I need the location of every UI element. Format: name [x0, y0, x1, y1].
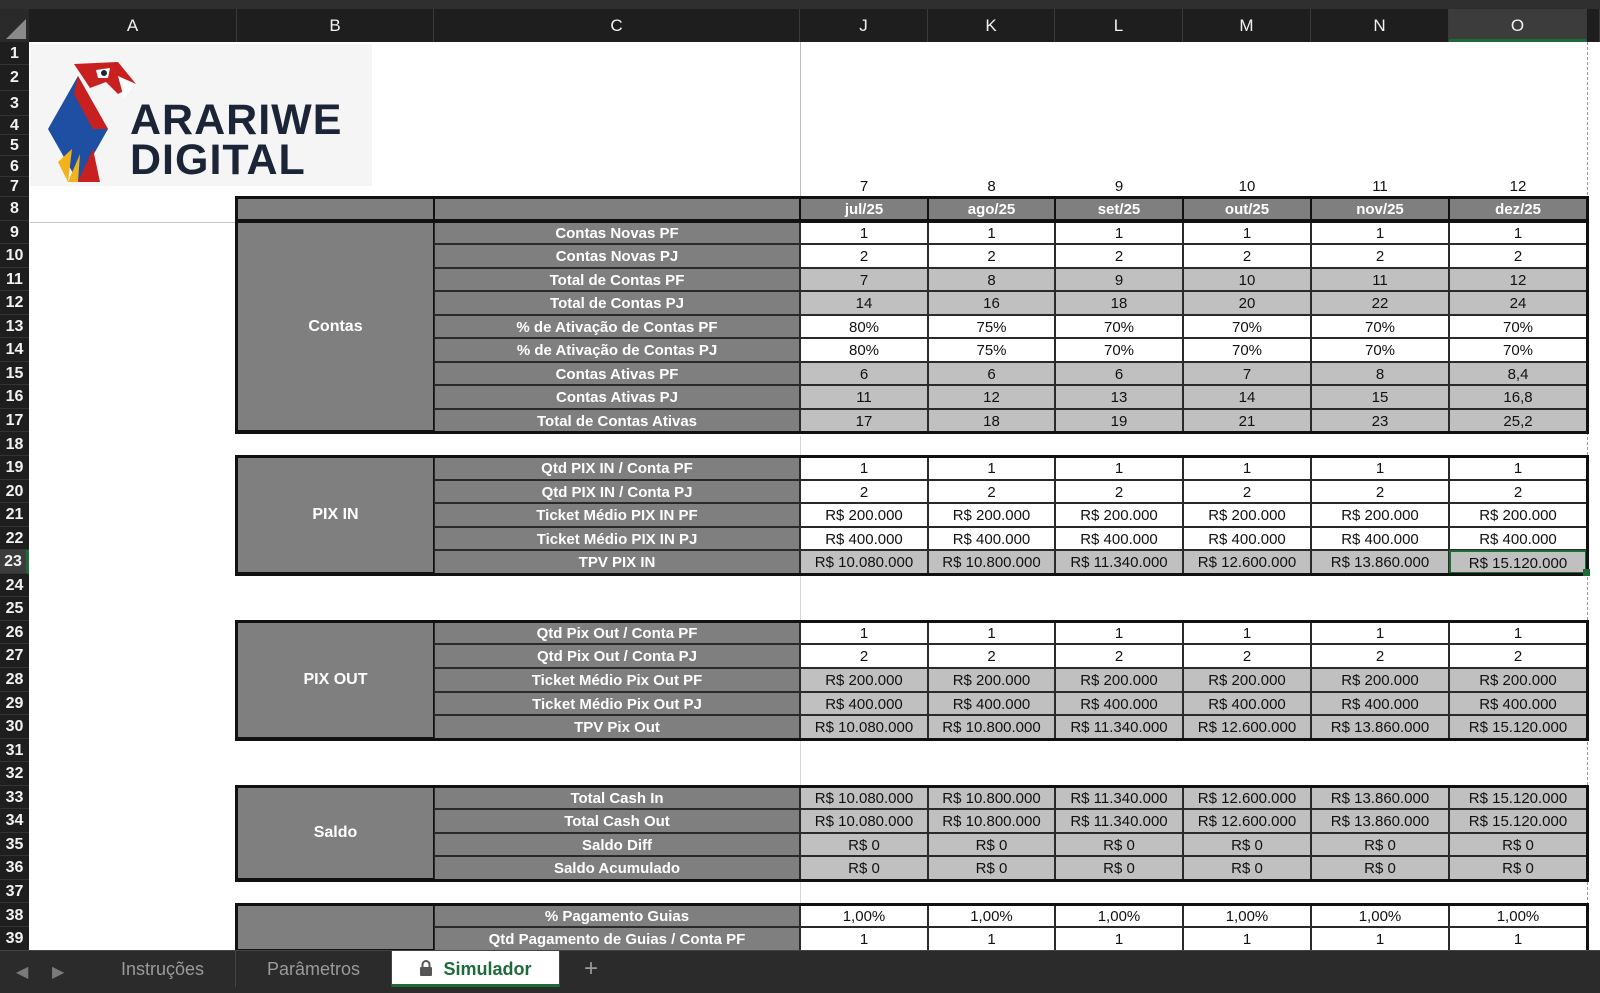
lock-icon: [419, 952, 433, 988]
header-blank-b[interactable]: [237, 197, 434, 221]
value-cell[interactable]: 1: [1311, 456, 1449, 480]
value-cell[interactable]: R$ 0: [1449, 833, 1587, 857]
value-cell[interactable]: 2: [1183, 480, 1311, 504]
row-header-36[interactable]: 36: [0, 856, 29, 880]
row-label-cell[interactable]: Contas Novas PF: [434, 221, 800, 245]
row-label-cell[interactable]: Saldo Diff: [434, 833, 800, 857]
value-cell[interactable]: R$ 10.080.000: [800, 809, 928, 833]
month-header-cell[interactable]: dez/25: [1449, 197, 1587, 221]
value-cell[interactable]: 18: [1055, 291, 1183, 315]
row-header-28[interactable]: 28: [0, 668, 29, 692]
value-cell[interactable]: R$ 200.000: [1183, 503, 1311, 527]
value-cell[interactable]: R$ 200.000: [800, 668, 928, 692]
value-cell[interactable]: R$ 400.000: [800, 692, 928, 716]
page-break-line: [1587, 42, 1588, 950]
value-cell[interactable]: 17: [800, 409, 928, 433]
value-cell[interactable]: 70%: [1449, 315, 1587, 339]
column-header-a[interactable]: A: [29, 9, 237, 42]
value-cell[interactable]: 1,00%: [1449, 904, 1587, 928]
row-header-38[interactable]: 38: [0, 904, 29, 928]
value-cell[interactable]: 18: [928, 409, 1055, 433]
row-header-11[interactable]: 11: [0, 268, 29, 292]
value-cell[interactable]: R$ 10.080.000: [800, 550, 928, 574]
selected-cell[interactable]: R$ 15.120.000: [1449, 550, 1587, 574]
logo-line-2: DIGITAL: [130, 136, 306, 184]
row-header-34[interactable]: 34: [0, 809, 29, 833]
row-header-13[interactable]: 13: [0, 315, 29, 339]
value-cell[interactable]: R$ 10.080.000: [800, 715, 928, 739]
column-header-b[interactable]: B: [237, 9, 434, 42]
row-label-cell[interactable]: Contas Ativas PJ: [434, 385, 800, 409]
row-header-35[interactable]: 35: [0, 833, 29, 857]
row-label-cell[interactable]: % de Ativação de Contas PF: [434, 315, 800, 339]
value-cell[interactable]: 8: [928, 268, 1055, 292]
tab-simulador[interactable]: [392, 951, 560, 987]
value-cell[interactable]: R$ 12.600.000: [1183, 550, 1311, 574]
tab-instrucoes[interactable]: Instruções: [90, 951, 236, 987]
value-cell[interactable]: 2: [1449, 480, 1587, 504]
section-label-blank[interactable]: [235, 903, 436, 952]
value-cell[interactable]: R$ 0: [928, 856, 1055, 880]
value-cell[interactable]: 1: [1449, 221, 1587, 245]
row-label-cell[interactable]: Total de Contas PF: [434, 268, 800, 292]
row-header-37[interactable]: 37: [0, 880, 29, 904]
value-cell[interactable]: R$ 11.340.000: [1055, 550, 1183, 574]
value-cell[interactable]: 2: [800, 244, 928, 268]
value-cell[interactable]: R$ 400.000: [1183, 692, 1311, 716]
row-label-cell[interactable]: Qtd Pagamento de Guias / Conta PF: [434, 927, 800, 951]
month-header-cell[interactable]: jul/25: [800, 197, 928, 221]
column-header-o[interactable]: O: [1449, 9, 1587, 42]
value-cell[interactable]: R$ 200.000: [1183, 668, 1311, 692]
value-cell[interactable]: 14: [1183, 385, 1311, 409]
row-header-26[interactable]: 26: [0, 621, 29, 645]
period-number-cell[interactable]: 11: [1372, 178, 1388, 195]
value-cell[interactable]: 19: [1055, 409, 1183, 433]
row-header-21[interactable]: 21: [0, 503, 29, 527]
value-cell[interactable]: 70%: [1055, 338, 1183, 362]
row-header-1[interactable]: 1: [0, 42, 29, 65]
value-cell[interactable]: R$ 12.600.000: [1183, 786, 1311, 810]
value-cell[interactable]: 7: [1183, 362, 1311, 386]
period-number-cell[interactable]: 8: [987, 178, 996, 195]
value-cell[interactable]: 1: [928, 927, 1055, 951]
row-header-3[interactable]: 3: [0, 91, 29, 116]
value-cell[interactable]: R$ 200.000: [928, 668, 1055, 692]
row-header-14[interactable]: 14: [0, 338, 29, 362]
value-cell[interactable]: 2: [800, 644, 928, 668]
value-cell[interactable]: R$ 15.120.000: [1449, 786, 1587, 810]
period-number-cell[interactable]: 7: [859, 178, 869, 195]
sheet-tab-bar: [0, 950, 1600, 993]
row-label-cell[interactable]: Total de Contas Ativas: [434, 409, 800, 433]
row-label-cell[interactable]: Contas Novas PJ: [434, 244, 800, 268]
row-header-17[interactable]: 17: [0, 409, 29, 433]
value-cell[interactable]: R$ 15.120.000: [1449, 715, 1587, 739]
value-cell[interactable]: 21: [1183, 409, 1311, 433]
value-cell[interactable]: R$ 400.000: [1311, 527, 1449, 551]
column-headers: [0, 9, 1600, 42]
section-label-pix-in[interactable]: PIX IN: [235, 455, 436, 575]
column-header-l[interactable]: L: [1055, 9, 1183, 42]
value-cell[interactable]: 20: [1183, 291, 1311, 315]
value-cell[interactable]: R$ 0: [1055, 833, 1183, 857]
row-header-7[interactable]: 7: [0, 177, 29, 197]
row-header-24[interactable]: 24: [0, 574, 29, 598]
value-cell[interactable]: 13: [1055, 385, 1183, 409]
value-cell[interactable]: R$ 10.800.000: [928, 786, 1055, 810]
column-header-k[interactable]: K: [928, 9, 1055, 42]
row-header-10[interactable]: 10: [0, 244, 29, 268]
value-cell[interactable]: R$ 15.120.000: [1449, 809, 1587, 833]
row-header-20[interactable]: 20: [0, 480, 29, 504]
value-cell[interactable]: R$ 10.800.000: [928, 809, 1055, 833]
value-cell[interactable]: 6: [928, 362, 1055, 386]
value-cell[interactable]: R$ 0: [1183, 856, 1311, 880]
value-cell[interactable]: 6: [800, 362, 928, 386]
value-cell[interactable]: 1: [1449, 456, 1587, 480]
value-cell[interactable]: 1,00%: [1183, 904, 1311, 928]
value-cell[interactable]: 22: [1311, 291, 1449, 315]
row-header-18[interactable]: 18: [0, 433, 29, 457]
value-cell[interactable]: 7: [800, 268, 928, 292]
value-cell[interactable]: R$ 400.000: [1449, 692, 1587, 716]
value-cell[interactable]: R$ 400.000: [928, 692, 1055, 716]
value-cell[interactable]: R$ 11.340.000: [1055, 715, 1183, 739]
row-header-4[interactable]: 4: [0, 116, 29, 135]
value-cell[interactable]: 2: [1311, 480, 1449, 504]
window-top-bar: [0, 0, 1600, 9]
value-cell[interactable]: R$ 10.800.000: [928, 550, 1055, 574]
value-cell[interactable]: 1: [928, 221, 1055, 245]
fill-handle[interactable]: [1583, 569, 1590, 576]
value-cell[interactable]: R$ 0: [1183, 833, 1311, 857]
value-cell[interactable]: R$ 400.000: [928, 527, 1055, 551]
value-cell[interactable]: R$ 12.600.000: [1183, 809, 1311, 833]
value-cell[interactable]: 1: [1183, 456, 1311, 480]
value-cell[interactable]: 12: [928, 385, 1055, 409]
row-header-2[interactable]: 2: [0, 65, 29, 91]
value-cell[interactable]: R$ 400.000: [1183, 527, 1311, 551]
value-cell[interactable]: 1,00%: [928, 904, 1055, 928]
value-cell[interactable]: R$ 12.600.000: [1183, 715, 1311, 739]
value-cell[interactable]: R$ 200.000: [800, 503, 928, 527]
row-headers: [0, 42, 29, 950]
value-cell[interactable]: 2: [1449, 644, 1587, 668]
row-label-cell[interactable]: Ticket Médio PIX IN PJ: [434, 527, 800, 551]
value-cell[interactable]: 1: [1055, 927, 1183, 951]
row-label-cell[interactable]: Contas Ativas PF: [434, 362, 800, 386]
value-cell[interactable]: 1: [800, 621, 928, 645]
value-cell[interactable]: R$ 0: [800, 856, 928, 880]
add-sheet-button[interactable]: +: [583, 955, 598, 982]
row-label-cell[interactable]: Total de Contas PJ: [434, 291, 800, 315]
row-header-39[interactable]: 39: [0, 927, 29, 950]
value-cell[interactable]: R$ 0: [1449, 856, 1587, 880]
value-cell[interactable]: 1,00%: [1311, 904, 1449, 928]
value-cell[interactable]: 1: [928, 456, 1055, 480]
row-header-9[interactable]: 9: [0, 221, 29, 245]
month-header-cell[interactable]: out/25: [1183, 197, 1311, 221]
value-cell[interactable]: R$ 400.000: [1449, 527, 1587, 551]
value-cell[interactable]: R$ 200.000: [1055, 668, 1183, 692]
value-cell[interactable]: 1: [1449, 621, 1587, 645]
value-cell[interactable]: 11: [1311, 268, 1449, 292]
value-cell[interactable]: 1,00%: [800, 904, 928, 928]
value-cell[interactable]: 2: [928, 480, 1055, 504]
tab-simulador-label: Simulador: [443, 959, 532, 979]
value-cell[interactable]: R$ 10.080.000: [800, 786, 928, 810]
value-cell[interactable]: 1,00%: [1055, 904, 1183, 928]
value-cell[interactable]: 23: [1311, 409, 1449, 433]
value-cell[interactable]: R$ 0: [1311, 833, 1449, 857]
value-cell[interactable]: 1: [1055, 221, 1183, 245]
row-header-29[interactable]: 29: [0, 692, 29, 716]
value-cell[interactable]: 1: [928, 621, 1055, 645]
row-label-cell[interactable]: % de Ativação de Contas PJ: [434, 338, 800, 362]
value-cell[interactable]: 1: [1055, 456, 1183, 480]
value-cell[interactable]: 1: [1055, 621, 1183, 645]
section-label-contas[interactable]: Contas: [235, 220, 436, 434]
month-header-cell[interactable]: nov/25: [1311, 197, 1449, 221]
value-cell[interactable]: R$ 200.000: [1055, 503, 1183, 527]
value-cell[interactable]: 70%: [1311, 315, 1449, 339]
row-label-cell[interactable]: Qtd PIX IN / Conta PJ: [434, 480, 800, 504]
row-label-cell[interactable]: Qtd PIX IN / Conta PF: [434, 456, 800, 480]
period-number-cell[interactable]: 10: [1238, 178, 1256, 195]
value-cell[interactable]: 1: [1311, 221, 1449, 245]
column-header-overflow: [1587, 9, 1600, 42]
row-label-cell[interactable]: Ticket Médio PIX IN PF: [434, 503, 800, 527]
section-label-pix-out[interactable]: PIX OUT: [235, 620, 436, 740]
value-cell[interactable]: 75%: [928, 338, 1055, 362]
row-label-cell[interactable]: Total Cash Out: [434, 809, 800, 833]
value-cell[interactable]: 75%: [928, 315, 1055, 339]
value-cell[interactable]: R$ 13.860.000: [1311, 786, 1449, 810]
value-cell[interactable]: 2: [1183, 644, 1311, 668]
row-label-cell[interactable]: Saldo Acumulado: [434, 856, 800, 880]
value-cell[interactable]: 70%: [1055, 315, 1183, 339]
row-label-cell[interactable]: Ticket Médio Pix Out PF: [434, 668, 800, 692]
month-header-cell[interactable]: set/25: [1055, 197, 1183, 221]
column-header-n[interactable]: N: [1311, 9, 1449, 42]
value-cell[interactable]: 2: [1311, 644, 1449, 668]
value-cell[interactable]: R$ 200.000: [928, 503, 1055, 527]
row-header-32[interactable]: 32: [0, 762, 29, 786]
logo-wordmark: [130, 96, 343, 184]
value-cell[interactable]: 1: [1183, 927, 1311, 951]
value-cell[interactable]: 24: [1449, 291, 1587, 315]
value-cell[interactable]: 2: [800, 480, 928, 504]
row-label-cell[interactable]: Total Cash In: [434, 786, 800, 810]
row-label-cell[interactable]: Ticket Médio Pix Out PJ: [434, 692, 800, 716]
period-number-cell[interactable]: 12: [1509, 178, 1527, 195]
value-cell[interactable]: 70%: [1449, 338, 1587, 362]
select-all-corner[interactable]: [0, 9, 29, 42]
header-blank-c[interactable]: [434, 197, 800, 221]
value-cell[interactable]: R$ 200.000: [1449, 503, 1587, 527]
value-cell[interactable]: 8: [1311, 362, 1449, 386]
value-cell[interactable]: 2: [928, 244, 1055, 268]
value-cell[interactable]: 1: [800, 927, 928, 951]
row-header-33[interactable]: 33: [0, 786, 29, 810]
period-number-cell[interactable]: 9: [1114, 178, 1124, 195]
row-header-30[interactable]: 30: [0, 715, 29, 739]
row-header-16[interactable]: 16: [0, 385, 29, 409]
value-cell[interactable]: 1: [1449, 927, 1587, 951]
row-header-22[interactable]: 22: [0, 527, 29, 551]
value-cell[interactable]: 1: [1311, 621, 1449, 645]
row-header-19[interactable]: 19: [0, 456, 29, 480]
column-header-m[interactable]: M: [1183, 9, 1311, 42]
value-cell[interactable]: 11: [800, 385, 928, 409]
value-cell[interactable]: R$ 400.000: [1055, 692, 1183, 716]
value-cell[interactable]: R$ 11.340.000: [1055, 786, 1183, 810]
company-logo: [30, 44, 372, 186]
value-cell[interactable]: R$ 0: [928, 833, 1055, 857]
value-cell[interactable]: 1: [1183, 621, 1311, 645]
value-cell[interactable]: 2: [928, 644, 1055, 668]
column-header-j[interactable]: J: [800, 9, 928, 42]
value-cell[interactable]: 2: [1055, 480, 1183, 504]
next-sheet-icon[interactable]: ▶: [52, 964, 65, 981]
value-cell[interactable]: R$ 400.000: [1311, 692, 1449, 716]
value-cell[interactable]: R$ 0: [1055, 856, 1183, 880]
value-cell[interactable]: 70%: [1183, 338, 1311, 362]
value-cell[interactable]: R$ 400.000: [1055, 527, 1183, 551]
row-header-8[interactable]: 8: [0, 197, 29, 221]
value-cell[interactable]: 14: [800, 291, 928, 315]
grid-line: [30, 222, 236, 223]
value-cell[interactable]: R$ 0: [800, 833, 928, 857]
value-cell[interactable]: R$ 400.000: [800, 527, 928, 551]
row-header-31[interactable]: 31: [0, 739, 29, 763]
row-header-15[interactable]: 15: [0, 362, 29, 386]
row-header-6[interactable]: 6: [0, 156, 29, 177]
value-cell[interactable]: 15: [1311, 385, 1449, 409]
value-cell[interactable]: 70%: [1183, 315, 1311, 339]
row-header-23[interactable]: 23: [0, 550, 29, 574]
row-header-25[interactable]: 25: [0, 597, 29, 621]
row-label-cell[interactable]: TPV Pix Out: [434, 715, 800, 739]
value-cell[interactable]: 12: [1449, 268, 1587, 292]
value-cell[interactable]: 80%: [800, 315, 928, 339]
value-cell[interactable]: 25,2: [1449, 409, 1587, 433]
month-header-cell[interactable]: ago/25: [928, 197, 1055, 221]
value-cell[interactable]: 2: [1311, 244, 1449, 268]
value-cell[interactable]: R$ 200.000: [1449, 668, 1587, 692]
value-cell[interactable]: R$ 13.860.000: [1311, 809, 1449, 833]
value-cell[interactable]: 9: [1055, 268, 1183, 292]
value-cell[interactable]: R$ 200.000: [1311, 668, 1449, 692]
value-cell[interactable]: 1: [800, 456, 928, 480]
value-cell[interactable]: 2: [1055, 244, 1183, 268]
row-header-12[interactable]: 12: [0, 291, 29, 315]
value-cell[interactable]: 6: [1055, 362, 1183, 386]
row-header-27[interactable]: 27: [0, 644, 29, 668]
row-label-cell[interactable]: Qtd Pix Out / Conta PF: [434, 621, 800, 645]
value-cell[interactable]: R$ 13.860.000: [1311, 715, 1449, 739]
value-cell[interactable]: R$ 200.000: [1311, 503, 1449, 527]
value-cell[interactable]: 70%: [1311, 338, 1449, 362]
value-cell[interactable]: R$ 10.800.000: [928, 715, 1055, 739]
parrot-logo-icon: [38, 54, 138, 184]
row-label-cell[interactable]: % Pagamento Guias: [434, 904, 800, 928]
value-cell[interactable]: 16,8: [1449, 385, 1587, 409]
value-cell[interactable]: 80%: [800, 338, 928, 362]
value-cell[interactable]: R$ 13.860.000: [1311, 550, 1449, 574]
value-cell[interactable]: 1: [1311, 927, 1449, 951]
column-header-c[interactable]: C: [434, 9, 800, 42]
tab-parametros[interactable]: Parâmetros: [236, 951, 392, 987]
row-label-cell[interactable]: Qtd Pix Out / Conta PJ: [434, 644, 800, 668]
row-label-cell[interactable]: TPV PIX IN: [434, 550, 800, 574]
value-cell[interactable]: 1: [1183, 221, 1311, 245]
section-label-saldo[interactable]: Saldo: [235, 785, 436, 881]
value-cell[interactable]: 8,4: [1449, 362, 1587, 386]
value-cell[interactable]: 1: [800, 221, 928, 245]
value-cell[interactable]: 2: [1183, 244, 1311, 268]
value-cell[interactable]: 10: [1183, 268, 1311, 292]
logo-line-1: ARARIWE: [130, 96, 343, 144]
value-cell[interactable]: R$ 11.340.000: [1055, 809, 1183, 833]
row-header-5[interactable]: 5: [0, 135, 29, 156]
value-cell[interactable]: 2: [1449, 244, 1587, 268]
value-cell[interactable]: R$ 0: [1311, 856, 1449, 880]
value-cell[interactable]: 16: [928, 291, 1055, 315]
prev-sheet-icon[interactable]: ◀: [16, 964, 29, 981]
value-cell[interactable]: 2: [1055, 644, 1183, 668]
